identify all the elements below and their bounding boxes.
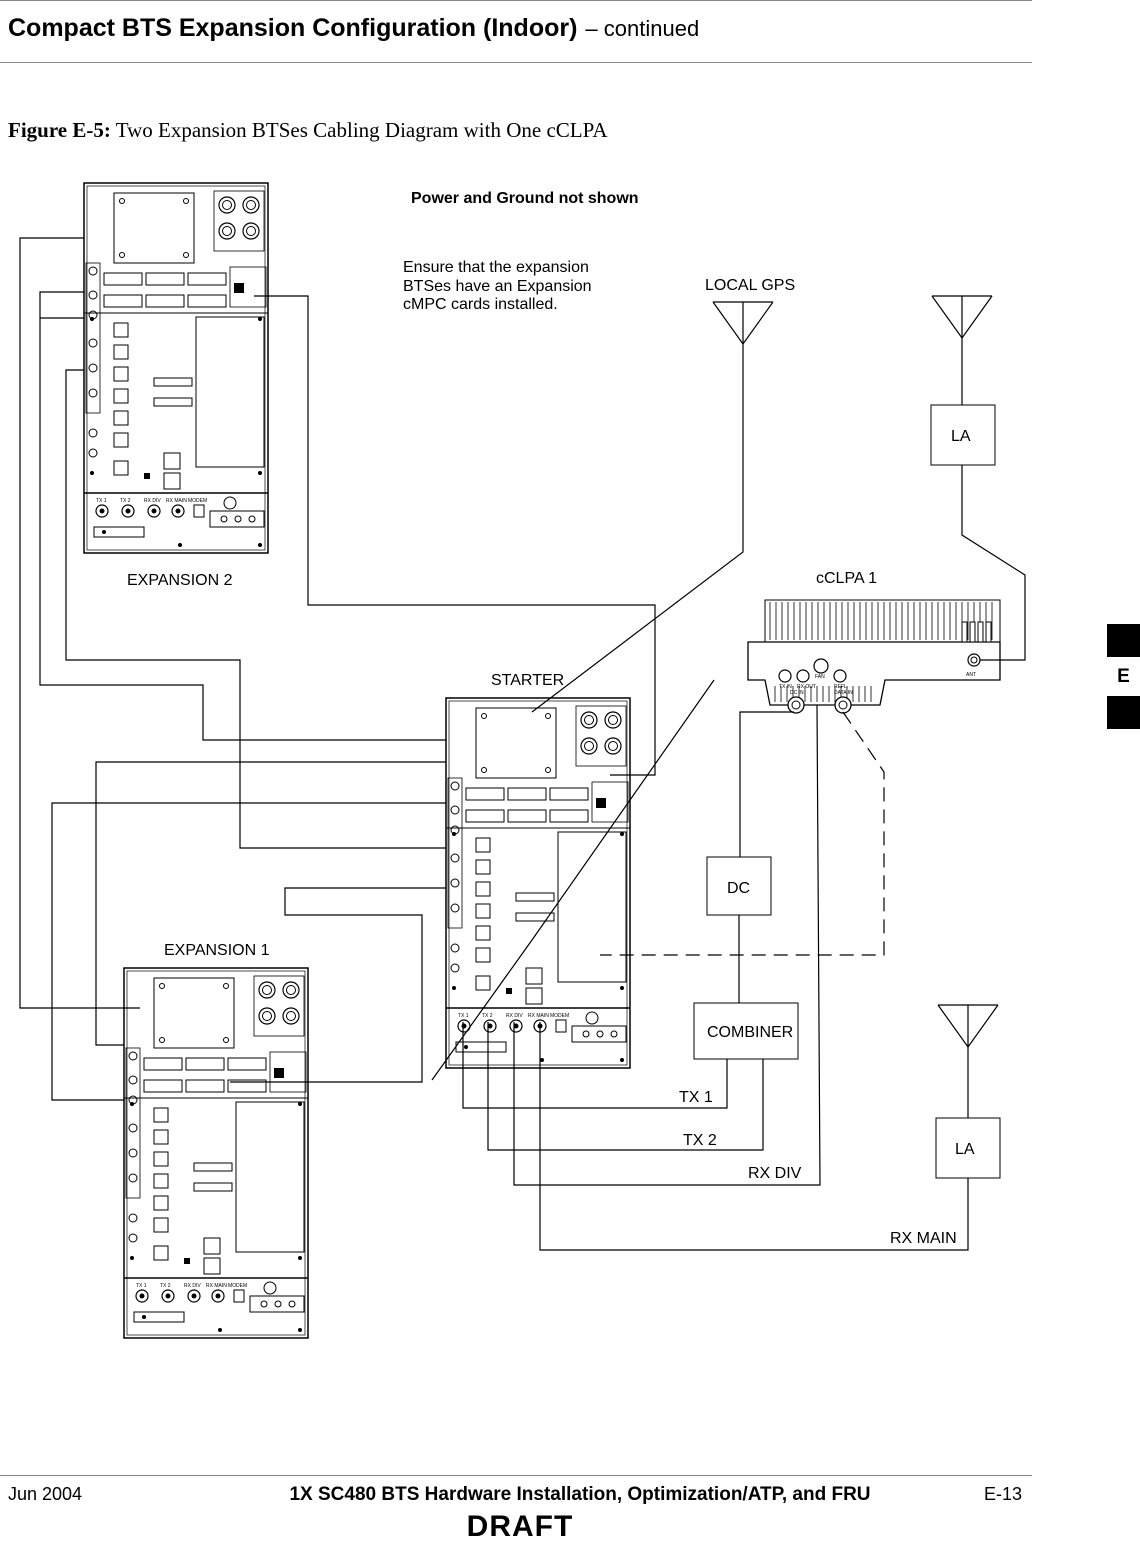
footer-date: Jun 2004 — [8, 1484, 83, 1504]
footer-page-number: E-13 — [983, 1484, 1022, 1504]
combiner-label: COMBINER — [707, 1024, 794, 1041]
top-antenna-icon — [932, 296, 992, 348]
local-gps-antenna-icon — [713, 302, 773, 354]
side-tab-block-top — [1107, 624, 1140, 657]
exp2-port-tx2: TX 2 — [120, 498, 131, 504]
exp2-port-tx1: TX 1 — [96, 498, 107, 504]
cabling-diagram — [0, 170, 1140, 1450]
cclpa-port-ant: ANT — [966, 672, 976, 678]
starter-port-rxmain: RX MAIN — [528, 1013, 549, 1019]
exp1-port-modem: MODEM — [228, 1283, 248, 1289]
expansion1-label: EXPANSION 1 — [164, 942, 270, 959]
rxmain-label: RX MAIN — [890, 1230, 957, 1247]
rxdiv-label: RX DIV — [748, 1165, 802, 1182]
note-power-ground: Power and Ground not shown — [411, 190, 639, 207]
side-tab-letter: E — [1117, 666, 1130, 687]
starter-port-tx2: TX 2 — [482, 1013, 493, 1019]
dashed-data-cable — [600, 712, 884, 955]
exp1-port-rxdiv: RX DIV — [184, 1283, 201, 1289]
local-gps-label: LOCAL GPS — [705, 277, 796, 294]
header-rule-bottom — [0, 62, 1032, 63]
cclpa-label: cCLPA 1 — [816, 570, 878, 587]
note-ensure-line2: BTSes have an Expansion — [403, 278, 592, 295]
figure-caption: Figure E-5: Two Expansion BTSes Cabling Diagram with One cCLPA — [8, 118, 608, 142]
cclpa-port-fan: FAN — [815, 674, 825, 680]
dc-label: DC — [727, 880, 751, 897]
cclpa-unit — [748, 600, 1000, 713]
cclpa-port-refl: REFL — [834, 684, 847, 690]
note-ensure-line3: cMPC cards installed. — [403, 296, 558, 313]
header-rule-top — [0, 0, 1032, 1]
exp1-port-tx2: TX 2 — [160, 1283, 171, 1289]
exp2-port-rxdiv: RX DIV — [144, 498, 161, 504]
footer-rule — [0, 1475, 1032, 1476]
bottom-antenna-icon — [938, 1005, 998, 1057]
la-top-label: LA — [951, 428, 971, 445]
page-title: Compact BTS Expansion Configuration (Indoor) – continued — [8, 14, 700, 42]
exp1-port-tx1: TX 1 — [136, 1283, 147, 1289]
la-bottom-label: LA — [955, 1141, 975, 1158]
draft-mark: DRAFT — [466, 1510, 574, 1543]
starter-port-modem: MODEM — [550, 1013, 570, 1019]
note-ensure-line1: Ensure that the expansion — [403, 259, 589, 276]
exp1-port-rxmain: RX MAIN — [206, 1283, 227, 1289]
tx1-label: TX 1 — [679, 1089, 713, 1106]
side-tab-block-bottom — [1107, 696, 1140, 729]
cclpa-port-data-in: DATA IN — [834, 690, 853, 696]
tx2-label: TX 2 — [683, 1132, 717, 1149]
cclpa-port-dc-in: DC IN — [790, 690, 804, 696]
cclpa-port-rx-out: RX OUT — [797, 684, 816, 690]
cclpa-port-tx-in: TX IN — [779, 684, 792, 690]
footer-doc-title: 1X SC480 BTS Hardware Installation, Optimization/ATP, and FRU — [289, 1484, 871, 1505]
exp2-port-modem: MODEM — [188, 498, 208, 504]
expansion2-label: EXPANSION 2 — [127, 572, 233, 589]
starter-label: STARTER — [491, 672, 565, 689]
starter-port-tx1: TX 1 — [458, 1013, 469, 1019]
exp2-port-rxmain: RX MAIN — [166, 498, 187, 504]
starter-port-rxdiv: RX DIV — [506, 1013, 523, 1019]
